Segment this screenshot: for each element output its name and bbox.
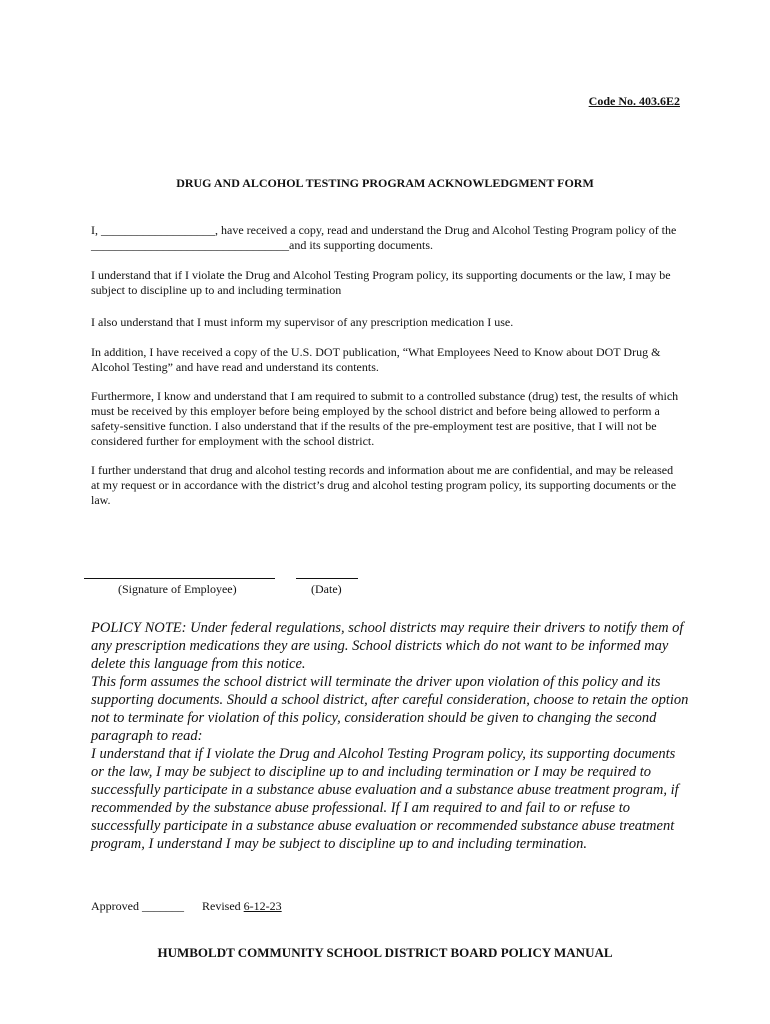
policy-note-alternative-paragraph: I understand that if I violate the Drug and Alcohol Testing Program policy, its supporting documents or the law, I may be subject to discipline up to and including termination or I may be required to successfully participate in a substance abuse evaluation and a substance abuse treatment program, if recommended by the substance abuse professional. If I am required to and fail to or refuse to successfully participate in a substance abuse evaluation or recommended substance abuse treatment program, I understand I may be subject to discipline up to and including termination.	[91, 746, 679, 852]
employee-signature-caption: (Signature of Employee)	[118, 582, 237, 596]
policy-note	[91, 619, 691, 853]
date-caption: (Date)	[311, 582, 342, 596]
approved-label: Approved _______	[91, 899, 184, 913]
employee-signature-line[interactable]	[84, 578, 275, 579]
confidentiality-paragraph: I further understand that drug and alcohol testing records and information about me are confidential, and may be released at my request or in accordance with the district’s drug and alcohol testing program policy, its supporting documents or the law.	[91, 463, 677, 507]
acknowledgment-paragraph: I, ___________________, have received a copy, read and understand the Drug and Alcohol Testing Program policy of the _________________________________and its supporting documents.	[91, 223, 677, 252]
code-number: Code No. 403.6E2	[588, 94, 680, 108]
policy-manual-title: HUMBOLDT COMMUNITY SCHOOL DISTRICT BOARD POLICY MANUAL	[157, 945, 613, 960]
approval-line	[91, 899, 282, 914]
drug-test-paragraph: Furthermore, I know and understand that I am required to submit to a controlled substance (drug) test, the results of which must be received by this employer before being employed by the school district and before being allowed to perform a safety-sensitive function. I also understand that if the results of the pre-employment test are positive, that I will not be considered further for employment with the school district.	[91, 389, 679, 448]
revised-label: Revised	[202, 899, 244, 913]
prescription-paragraph: I also understand that I must inform my supervisor of any prescription medication I use.	[91, 315, 514, 329]
policy-note-intro: POLICY NOTE: Under federal regulations, school districts may require their drivers to notify them of any prescription medications they are using. School districts which do not want to be informed may delete this language from this notice.	[91, 620, 684, 672]
form-title: DRUG AND ALCOHOL TESTING PROGRAM ACKNOWLEDGMENT FORM	[176, 176, 594, 190]
policy-note-assumption: This form assumes the school district will terminate the driver upon violation of this policy and its supporting documents. Should a school district, after careful consideration, choose to retain the option not to terminate for violation of this policy, consideration should be given to changing the second paragraph to read:	[91, 674, 689, 744]
violation-paragraph: I understand that if I violate the Drug and Alcohol Testing Program policy, its supporting documents or the law, I may be subject to discipline up to and including termination	[91, 268, 671, 297]
dot-publication-paragraph: In addition, I have received a copy of the U.S. DOT publication, “What Employees Need to Know about DOT Drug & Alcohol Testing” and have read and understand its contents.	[91, 345, 661, 374]
revised-date: 6-12-23	[243, 899, 282, 913]
date-line[interactable]	[296, 578, 358, 579]
